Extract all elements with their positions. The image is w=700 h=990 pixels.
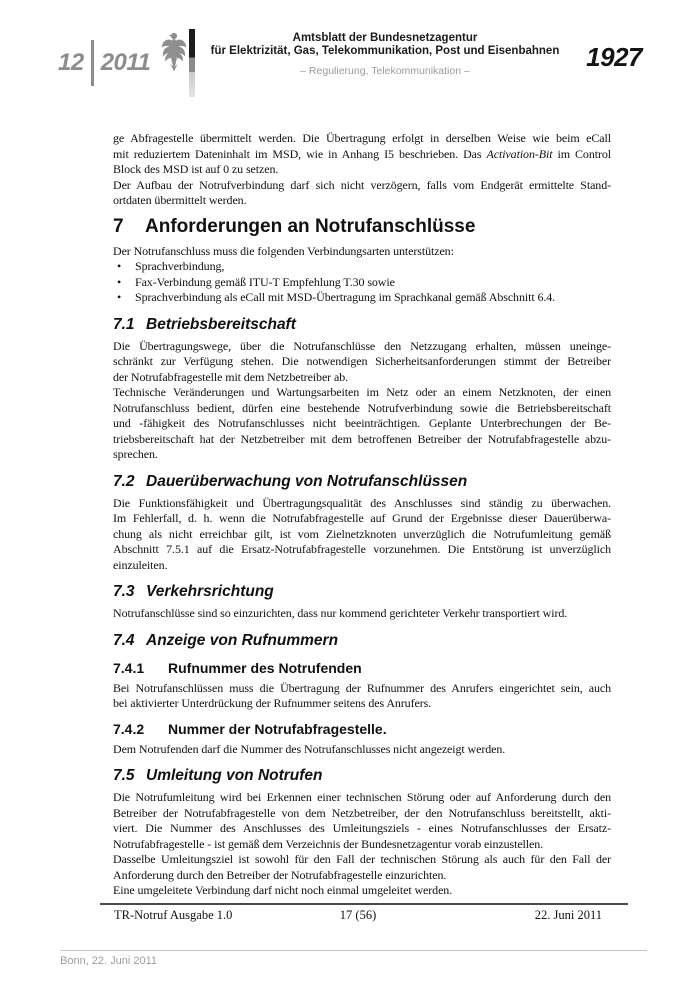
paragraph xyxy=(113,606,611,622)
section-title: Nummer der Notrufabfragestelle. xyxy=(168,720,387,737)
masthead-center xyxy=(205,32,565,77)
paragraph xyxy=(113,339,611,386)
text-line: Notrufanschluss bedient, dürfen eine bestehende Notrufverbindung sowie die Betriebsbereitschaft xyxy=(113,400,611,415)
bullet-text: Sprachverbindung als eCall mit MSD-Übertragung im Sprachkanal gemäß Abschnitt 6.4. xyxy=(135,290,556,304)
paragraph xyxy=(113,852,611,883)
masthead-subtitle: – Regulierung, Telekommunikation – xyxy=(300,65,470,77)
paragraph xyxy=(113,385,611,463)
paragraph xyxy=(113,244,611,260)
text-line: Der Notrufanschluss muss die folgenden Verbindungsarten unterstützen: xyxy=(113,243,454,258)
section-heading-7 xyxy=(113,215,611,239)
text-line: ortdaten übermittelt werden. xyxy=(113,193,247,207)
section-number: 7.2 xyxy=(113,472,135,490)
text-line: Bei Notrufanschlüssen muss die Übertragung der Rufnummer des Anrufers eingerichtet sein, auch xyxy=(113,680,611,695)
issue-year: 2011 xyxy=(100,49,151,76)
section-number: 7.4 xyxy=(113,631,135,649)
bullet-item xyxy=(113,290,611,306)
bottom-note: Bonn, 22. Juni 2011 xyxy=(60,955,158,967)
section-title: Dauerüberwachung von Notrufanschlüssen xyxy=(146,472,468,490)
issue-block xyxy=(58,40,150,86)
text-line: schränkt zur Verfügung stehen. Die notwendigen Sicherheitsanforderungen stimmt der Betreiber xyxy=(113,354,611,368)
document-body xyxy=(113,131,611,899)
footer-date: 22. Juni 2011 xyxy=(534,908,603,922)
paragraph xyxy=(113,790,611,852)
text-line: und -fähigkeit des Notrufanschlusses nicht beeinträchtigen. Geplante Unterbrechungen der Be- xyxy=(113,416,611,430)
section-heading-7.5 xyxy=(113,766,611,786)
section-title: Anzeige von Rufnummern xyxy=(146,631,339,649)
text-line: sprechen. xyxy=(113,447,158,461)
section-heading-7.2 xyxy=(113,472,611,492)
bullet-list xyxy=(113,259,611,306)
section-heading-7.4.2 xyxy=(113,720,611,738)
section-number: 7.5 xyxy=(113,767,135,784)
section-number: 7.4.1 xyxy=(113,659,145,676)
bullet-item xyxy=(113,275,611,291)
section-heading-7.4.1 xyxy=(113,659,611,677)
section-heading-7.3 xyxy=(113,582,611,602)
section-number: 7.3 xyxy=(113,583,135,600)
issue-number: 12 xyxy=(58,49,84,76)
text-line: Die Notrufumleitung wird bei Erkennen einer technischen Störung oder auf Anforderung durch den xyxy=(113,790,611,804)
text-line: Technische Veränderungen und Wartungsarbeiten im Netz oder an einem Netzknoten, der einen xyxy=(113,385,611,399)
paragraph xyxy=(113,883,611,899)
page-number: 1927 xyxy=(586,42,642,72)
footer-row xyxy=(100,905,628,923)
bullet-text: Fax-Verbindung gemäß ITU-T Empfehlung T.30 sowie xyxy=(135,274,395,289)
text-line: bei aktivierter Unterdrückung der Rufnummer seitens des Anrufers. xyxy=(113,696,432,710)
text-line: Dem Notrufenden darf die Nummer des Notrufanschlusses nicht angezeigt werden. xyxy=(113,741,506,756)
bullet-marker-icon: • xyxy=(117,274,122,289)
bullet-item xyxy=(113,259,611,275)
text-line: triebsbereitschaft hat der Netzbetreiber mit dem betroffenen Betreiber der Notrufabfragestelle abzu- xyxy=(113,431,611,446)
section-number: 7.1 xyxy=(113,315,135,333)
text-line: Abschnitt 7.5.1 auf die Ersatz-Notrufabfragestelle vorzunehmen. Die Entstörung ist unverzüglich xyxy=(113,542,611,556)
text-line: Anforderung durch den Betreiber der Notrufabfragestelle einzurichten. xyxy=(113,867,447,882)
text-line: einzuleiten. xyxy=(113,557,168,572)
issue-separator xyxy=(91,40,94,86)
text-line: ge Abfragestelle übermittelt werden. Die Übertragung erfolgt in derselben Weise wie beim eCall xyxy=(113,131,611,145)
text-line: Dasselbe Umleitungsziel ist sowohl für den Fall der technischen Störung als auch für den Fall der xyxy=(113,852,611,866)
text-line: Die Übertragungswege, über die Notrufanschlüsse den Netzzugang erhalten, müssen uneinge- xyxy=(113,338,611,353)
section-number: 7 xyxy=(113,215,124,237)
masthead-title-line1: Amtsblatt der Bundesnetzagentur xyxy=(292,32,478,44)
text-line: der Notrufabfragestelle mit dem Netzbetreiber ab. xyxy=(113,369,348,384)
text-line: viert. Die Nummer des Anschlusses des Umleitungsziels - eines Notrufanschlusses der Ersatz- xyxy=(113,821,611,835)
section-title: Verkehrsrichtung xyxy=(146,583,274,600)
paragraph xyxy=(113,496,611,574)
section-heading-7.1 xyxy=(113,315,611,335)
footer-document-version: TR-Notruf Ausgabe 1.0 xyxy=(114,908,233,922)
footer-page-count: 17 (56) xyxy=(339,908,377,922)
text-line: Eine umgeleitete Verbindung darf nicht noch einmal umgeleitet werden. xyxy=(113,883,453,897)
text-line: chung als nicht erreichbar gilt, ist vom Zielnetzknoten unverzüglich die Notrufumleitung gemäß xyxy=(113,526,611,541)
paragraph xyxy=(113,742,611,758)
text-line: Block des MSD ist auf 0 zu setzen. xyxy=(113,162,279,176)
text-line: Der Aufbau der Notrufverbindung darf sich nicht verzögern, falls vom Endgerät ermittelte Stand- xyxy=(113,177,611,192)
section-heading-7.4 xyxy=(113,631,611,651)
section-title: Rufnummer des Notrufenden xyxy=(168,659,362,676)
bullet-marker-icon: • xyxy=(117,290,122,304)
masthead xyxy=(0,0,700,110)
section-number: 7.4.2 xyxy=(113,720,145,737)
section-title: Anforderungen an Notrufanschlüsse xyxy=(145,215,476,237)
text-line: Im Fehlerfall, d. h. wenn die Notrufabfragestelle auf Grund der Ergebnisse dieser Dauerüberwa- xyxy=(113,511,611,525)
text-line: Notrufabfragestelle - ist gemäß dem Verzeichnis der Bundesnetzagentur vorab einzustellen. xyxy=(113,836,544,851)
text-line: Betreiber der Notrufabfragestelle von dem Netzbetreiber, der den Notrufanschluss bereitstellt, akti- xyxy=(113,805,611,820)
federal-eagle-icon xyxy=(161,28,187,74)
page-footer xyxy=(100,903,628,923)
paragraph xyxy=(113,131,611,178)
masthead-title-line2: für Elektrizität, Gas, Telekommunikation, Post und Eisenbahnen xyxy=(210,45,560,57)
masthead-bar xyxy=(189,29,195,97)
section-title: Umleitung von Notrufen xyxy=(146,767,323,784)
text-line: Notrufanschlüsse sind so einzurichten, dass nur kommend gerichteter Verkehr transportiert wird. xyxy=(113,606,568,620)
text-line: Die Funktionsfähigkeit und Übertragungsqualität des Anschlusses sind ständig zu überwachen. xyxy=(113,495,611,510)
section-title: Betriebsbereitschaft xyxy=(146,315,296,333)
bullet-text: Sprachverbindung, xyxy=(135,259,225,273)
paragraph xyxy=(113,681,611,712)
bullet-marker-icon: • xyxy=(117,259,122,273)
text-line: mit reduziertem Dateninhalt im MSD, wie in Anhang I5 beschrieben. Das Activation-Bit im Control xyxy=(113,146,611,161)
bottom-divider xyxy=(60,950,647,951)
paragraph xyxy=(113,178,611,209)
